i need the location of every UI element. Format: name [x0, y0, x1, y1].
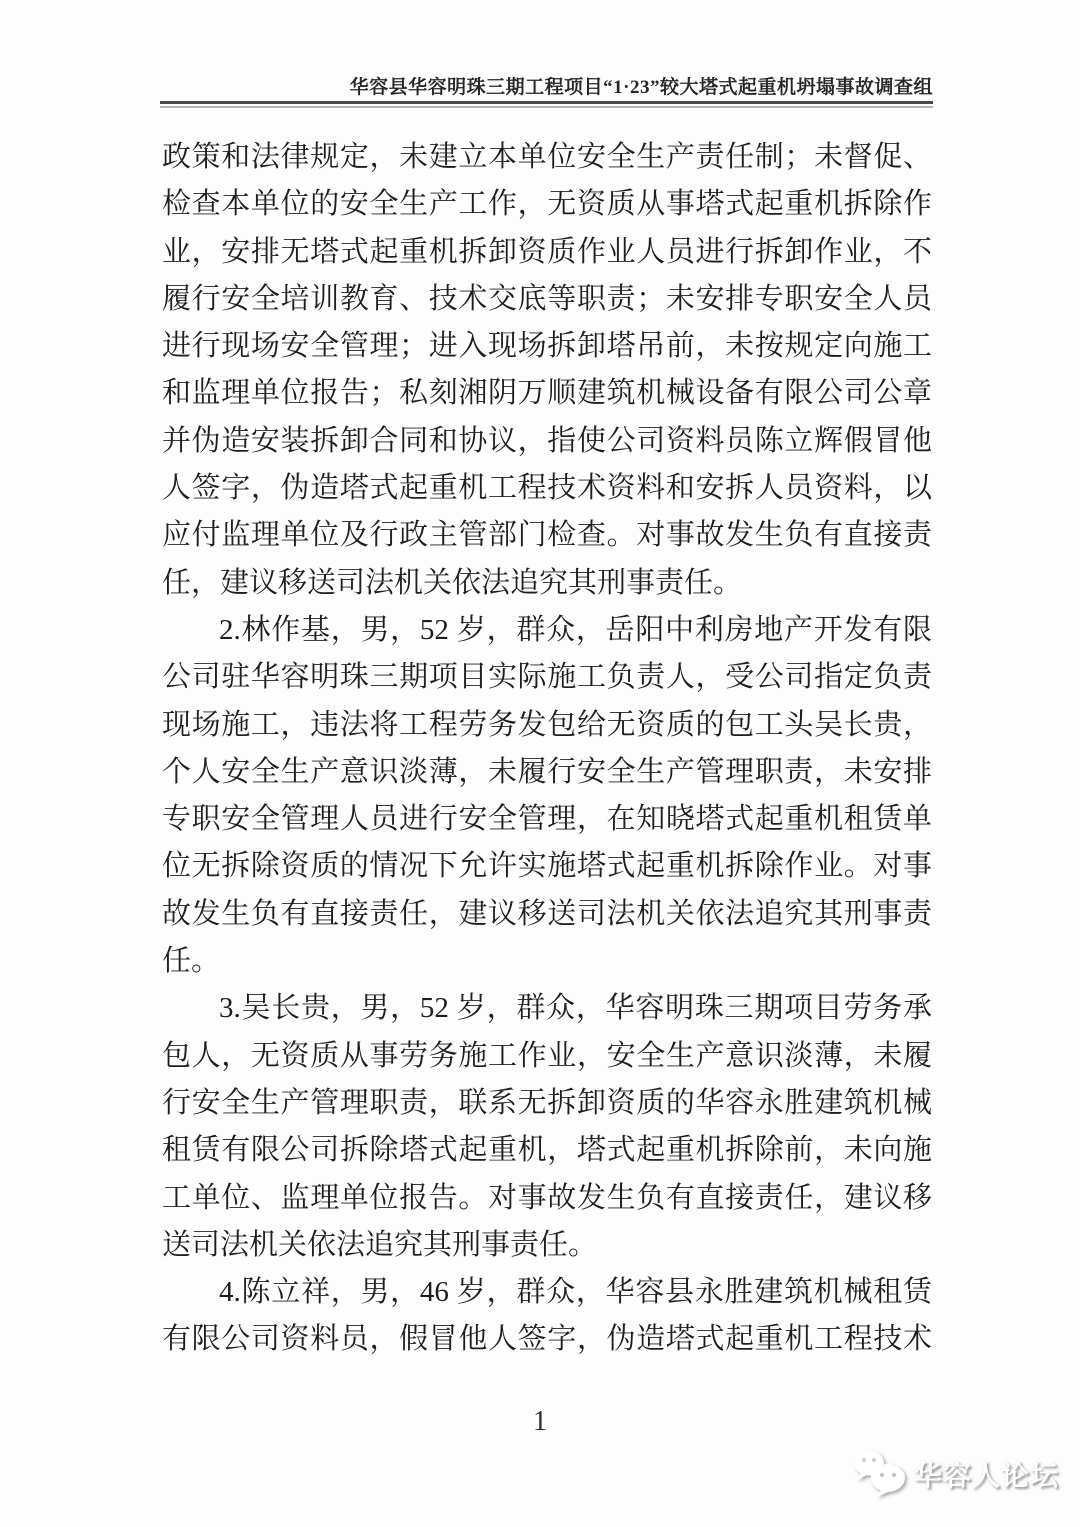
forum-watermark [850, 1448, 1059, 1500]
body-line: 并伪造安装拆卸合同和协议，指使公司资料员陈立辉假冒他 [162, 424, 932, 457]
body-line: 现场施工，违法将工程劳务发包给无资质的包工头吴长贵， [162, 708, 932, 741]
body-line: 送司法机关依法追究其刑事责任。 [162, 1228, 598, 1261]
body-line: 有限公司资料员，假冒他人签字，伪造塔式起重机工程技术 [162, 1323, 932, 1356]
body-line: 工单位、监理单位报告。对事故发生负有直接责任，建议移 [162, 1181, 932, 1214]
body-line: 行安全生产管理职责，联系无拆卸资质的华容永胜建筑机械 [162, 1086, 932, 1119]
body-line: 和监理单位报告；私刻湘阴万顺建筑机械设备有限公司公章 [162, 377, 932, 410]
body-line: 4.陈立祥，男，46 岁，群众，华容县永胜建筑机械租赁 [219, 1276, 932, 1309]
body-line: 包人，无资质从事劳务施工作业，安全生产意识淡薄，未履 [162, 1039, 932, 1072]
document-header-title: 华容县华容明珠三期工程项目“1·23”较大塔式起重机坍塌事故调查组 [349, 77, 933, 98]
body-line: 检查本单位的安全生产工作，无资质从事塔式起重机拆除作 [162, 188, 932, 221]
body-line: 业，安排无塔式起重机拆卸资质作业人员进行拆卸作业，不 [162, 235, 932, 268]
watermark-label: 华容人论坛 [914, 1461, 1060, 1492]
body-line: 位无拆除资质的情况下允许实施塔式起重机拆除作业。对事 [162, 850, 932, 883]
body-line: 履行安全培训教育、技术交底等职责；未安排专职安全人员 [162, 282, 932, 315]
chat-bubbles-icon [850, 1448, 908, 1500]
body-line: 人签字，伪造塔式起重机工程技术资料和安拆人员资料，以 [162, 472, 932, 505]
body-line: 任，建议移送司法机关依法追究其刑事责任。 [162, 566, 743, 599]
body-line: 进行现场安全管理；进入现场拆卸塔吊前，未按规定向施工 [162, 330, 932, 363]
body-line: 专职安全管理人员进行安全管理，在知晓塔式起重机租赁单 [162, 803, 932, 836]
page-number: 1 [533, 1406, 547, 1437]
body-line: 政策和法律规定，未建立本单位安全生产责任制；未督促、 [162, 141, 932, 173]
body-line: 故发生负有直接责任，建议移送司法机关依法追究其刑事责 [162, 897, 932, 930]
body-line: 个人安全生产意识淡薄，未履行安全生产管理职责，未安排 [162, 755, 932, 788]
document-body [162, 134, 932, 1364]
body-line: 2.林作基，男，52 岁，群众，岳阳中利房地产开发有限 [219, 613, 932, 646]
body-line: 租赁有限公司拆除塔式起重机，塔式起重机拆除前，未向施 [162, 1134, 932, 1167]
body-line: 任。 [162, 945, 221, 978]
body-line: 应付监理单位及行政主管部门检查。对事故发生负有直接责 [162, 519, 932, 552]
body-line: 3.吴长贵，男，52 岁，群众，华容明珠三期项目劳务承 [219, 992, 932, 1025]
body-line: 公司驻华容明珠三期项目实际施工负责人，受公司指定负责 [162, 661, 932, 694]
header-divider-rule [160, 101, 933, 108]
